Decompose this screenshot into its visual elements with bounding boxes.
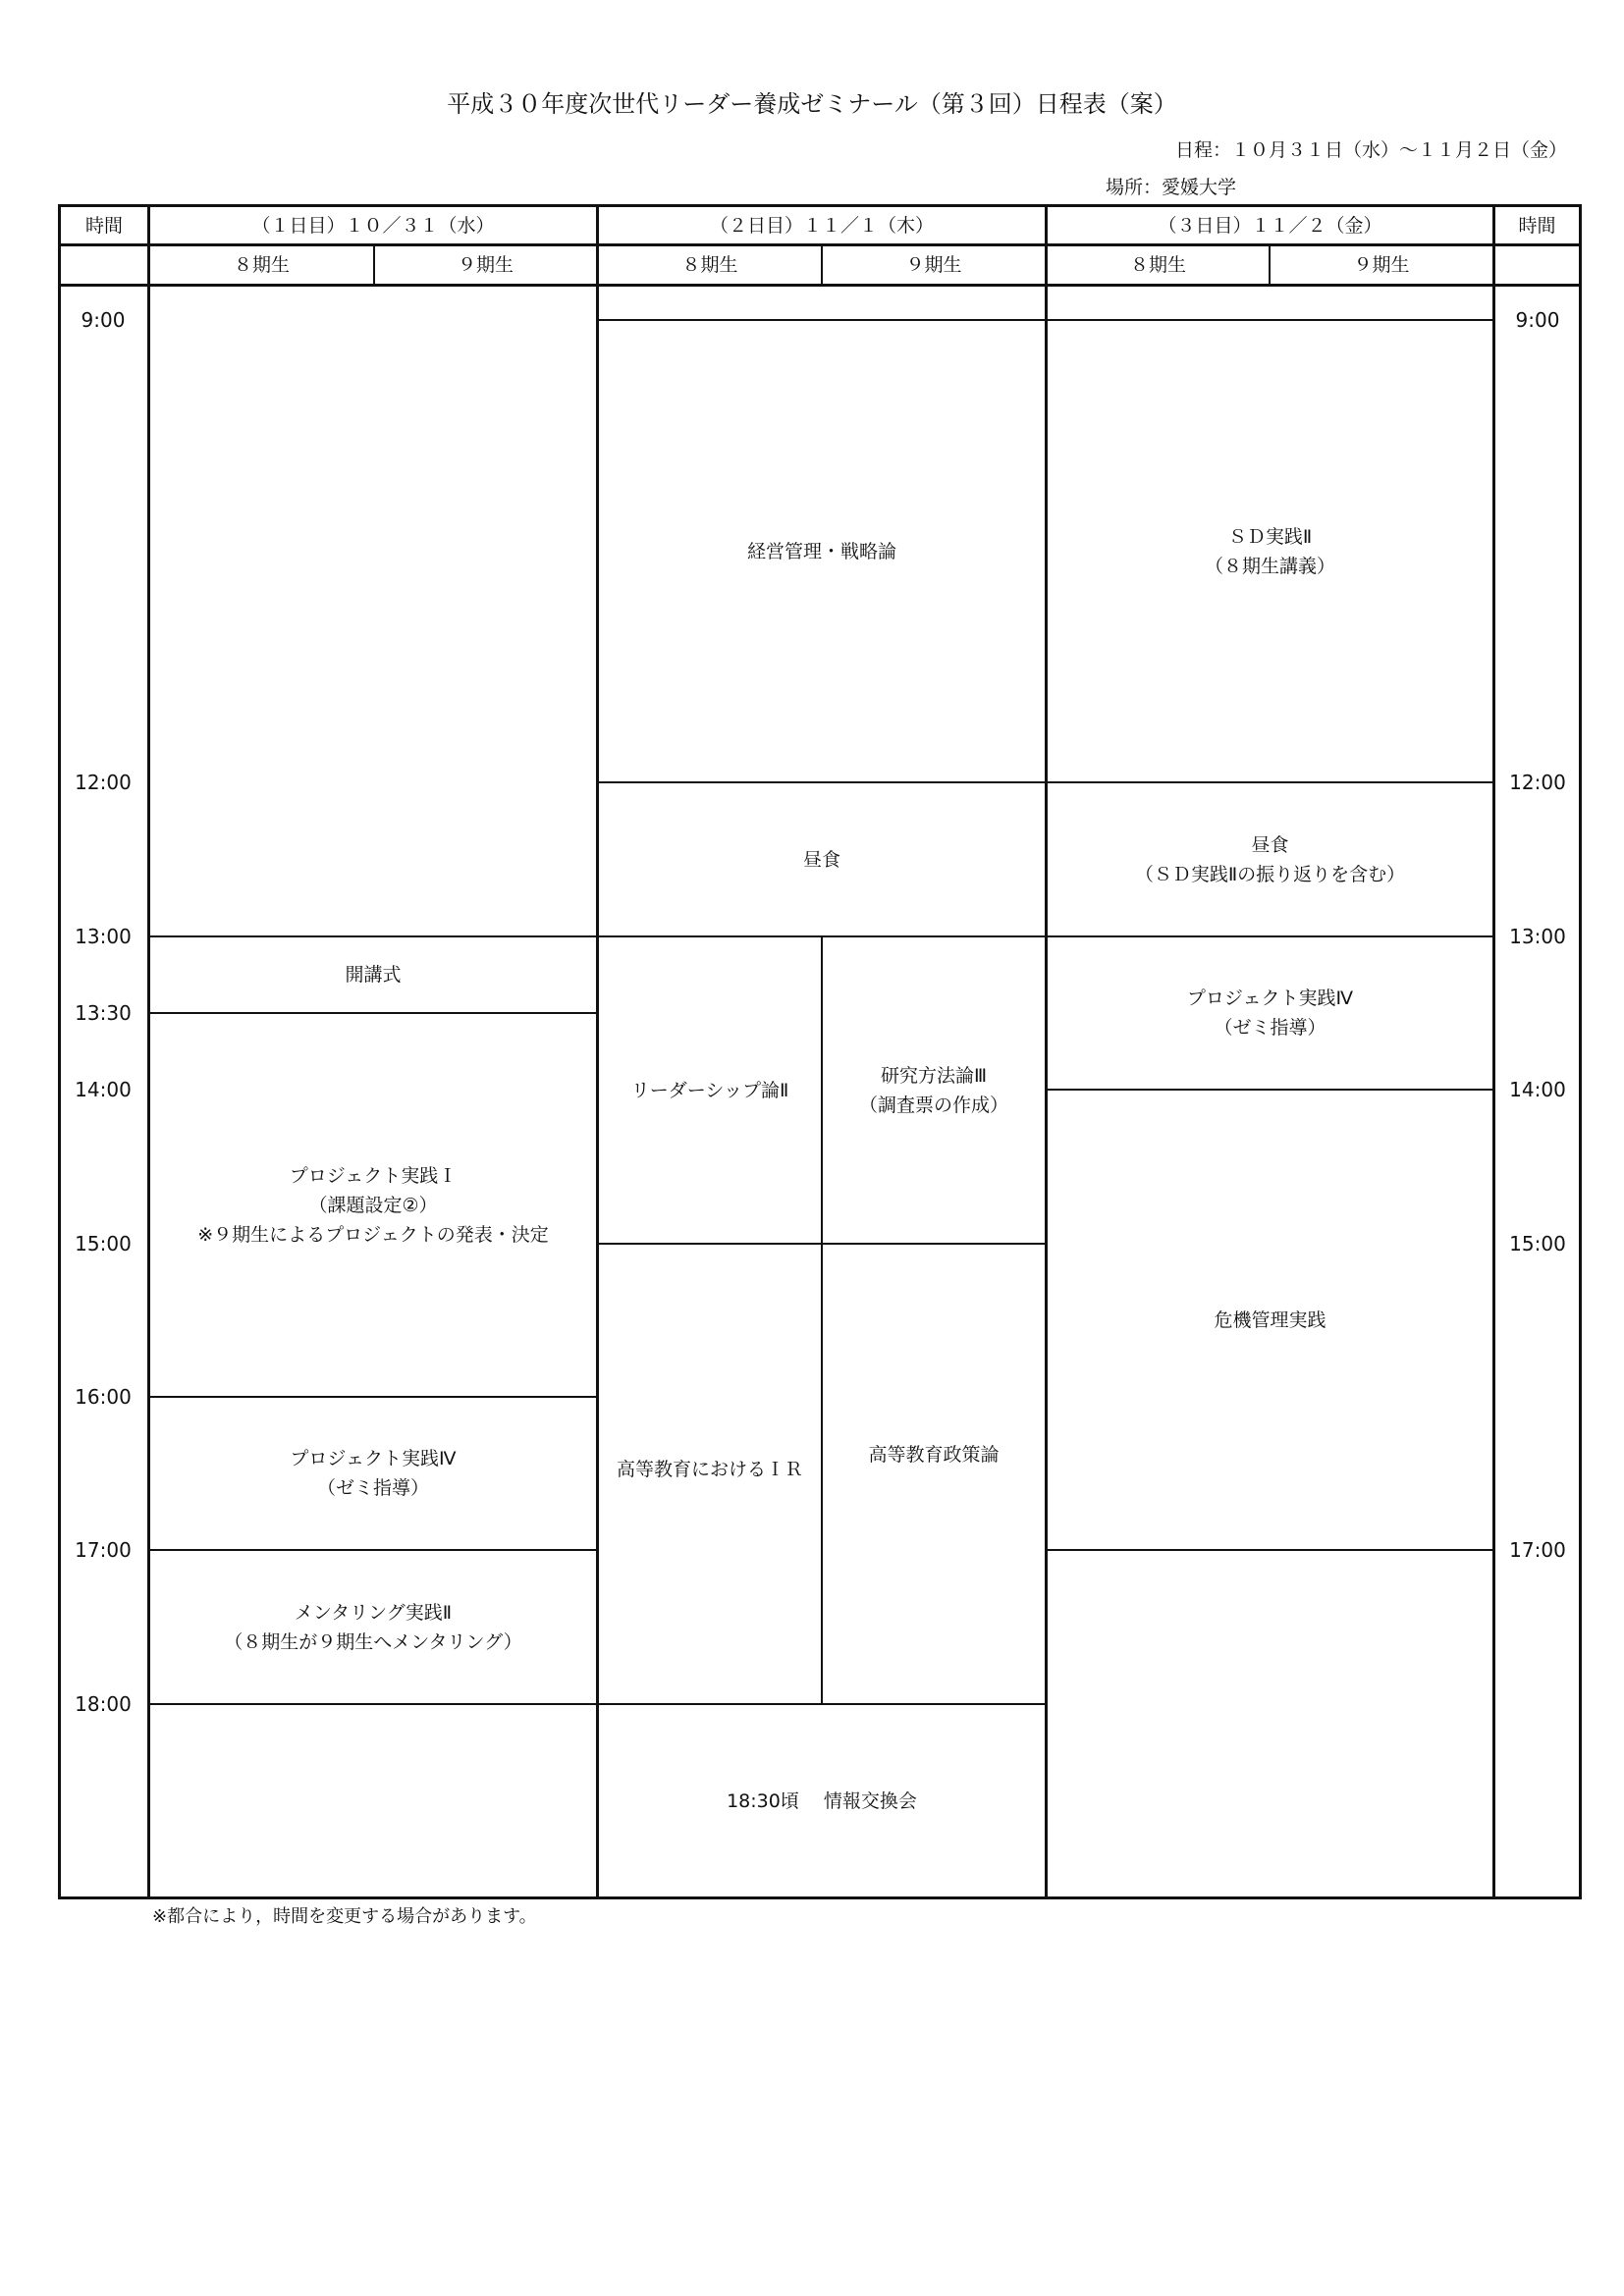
cohort-9-label: ９期生 [1353, 254, 1410, 276]
time-label: 9:00 [1515, 308, 1560, 332]
cohort-9-label: ９期生 [457, 254, 514, 276]
session-opening [150, 937, 596, 1012]
session-lunch-day2 [599, 783, 1045, 935]
session-title: ＳＤ実践Ⅱ [1227, 525, 1313, 548]
divider [1045, 1549, 1492, 1551]
session-detail: （８期生講義） [1204, 555, 1335, 577]
session-detail: （８期生が９期生へメンタリング） [224, 1630, 522, 1653]
time-label: 12:00 [1509, 771, 1566, 794]
cohort-8-label: ８期生 [1129, 254, 1186, 276]
session-policy [823, 1245, 1045, 1703]
session-title: リーダーシップ論Ⅱ [630, 1079, 789, 1101]
venue: 場所：愛媛大学 [1106, 177, 1237, 198]
session-note: ※９期生によるプロジェクトの発表・決定 [197, 1223, 549, 1246]
session-leadership [599, 937, 821, 1243]
session-detail: （調査票の作成） [858, 1094, 1008, 1116]
session-detail: （ＳＤ実践Ⅱの振り返りを含む） [1134, 863, 1406, 885]
session-title: 研究方法論Ⅲ [880, 1064, 988, 1087]
session-title: プロジェクト実践Ｉ [289, 1164, 458, 1187]
time-label: 14:00 [75, 1078, 132, 1101]
session-management [599, 321, 1045, 781]
session-ir [599, 1245, 821, 1703]
divider [147, 1703, 596, 1705]
divider [58, 284, 1582, 287]
session-mentoring [150, 1551, 596, 1703]
day3-header: （３日目）１１／２（金） [1158, 215, 1382, 237]
time-header-right: 時間 [1518, 215, 1556, 237]
time-label: 13:00 [1509, 925, 1566, 948]
session-project-1 [150, 1014, 596, 1396]
session-detail: （課題設定②） [308, 1194, 438, 1216]
time-label: 17:00 [75, 1538, 132, 1562]
session-exchange [599, 1705, 1045, 1896]
time-label: 14:00 [1509, 1078, 1566, 1101]
session-title: 経営管理・戦略論 [746, 540, 896, 562]
session-title: 昼食 [802, 848, 840, 871]
session-detail: （ゼミ指導） [1214, 1017, 1326, 1039]
day1-header: （１日目）１０／３１（水） [251, 215, 495, 237]
day2-header: （２日目）１１／１（木） [709, 215, 934, 237]
session-title: 開講式 [345, 964, 402, 986]
time-label: 15:00 [75, 1232, 132, 1255]
time-label: 13:30 [75, 1001, 132, 1025]
cohort-8-label: ８期生 [233, 254, 290, 276]
time-label: 12:00 [75, 771, 132, 794]
session-project-4-day3 [1048, 937, 1492, 1089]
session-detail: （ゼミ指導） [316, 1477, 429, 1499]
session-title: メンタリング実践Ⅱ [294, 1601, 453, 1624]
divider [1492, 204, 1495, 1899]
time-label: 18:00 [75, 1692, 132, 1716]
session-title: 18:30頃 情報交換会 [727, 1789, 917, 1812]
session-title: プロジェクト実践Ⅳ [1186, 988, 1354, 1009]
session-title: 高等教育政策論 [868, 1443, 1000, 1466]
cohort-9-label: ９期生 [905, 254, 962, 276]
schedule-dates: 日程：１０月３１日（水）～１１月２日（金） [1174, 139, 1567, 161]
time-label: 13:00 [75, 925, 132, 948]
session-research-methods [823, 937, 1045, 1243]
session-title: 高等教育におけるＩＲ [616, 1458, 803, 1480]
session-crisis [1048, 1091, 1492, 1549]
session-title: 昼食 [1251, 833, 1289, 856]
cohort-8-label: ８期生 [681, 254, 738, 276]
session-project-4-day1 [150, 1398, 596, 1549]
time-label: 17:00 [1509, 1538, 1566, 1562]
time-label: 9:00 [81, 308, 126, 332]
session-title: 危機管理実践 [1214, 1308, 1326, 1331]
session-lunch-day3 [1048, 783, 1492, 935]
page-title: 平成３０年度次世代リーダー養成ゼミナール（第３回）日程表（案） [447, 90, 1177, 118]
session-sd-practice [1048, 321, 1492, 781]
time-label: 16:00 [75, 1385, 132, 1409]
time-header-left: 時間 [84, 215, 123, 237]
time-label: 15:00 [1509, 1232, 1566, 1255]
footnote: ※都合により，時間を変更する場合があります。 [152, 1906, 537, 1927]
session-title: プロジェクト実践Ⅳ [290, 1448, 457, 1469]
